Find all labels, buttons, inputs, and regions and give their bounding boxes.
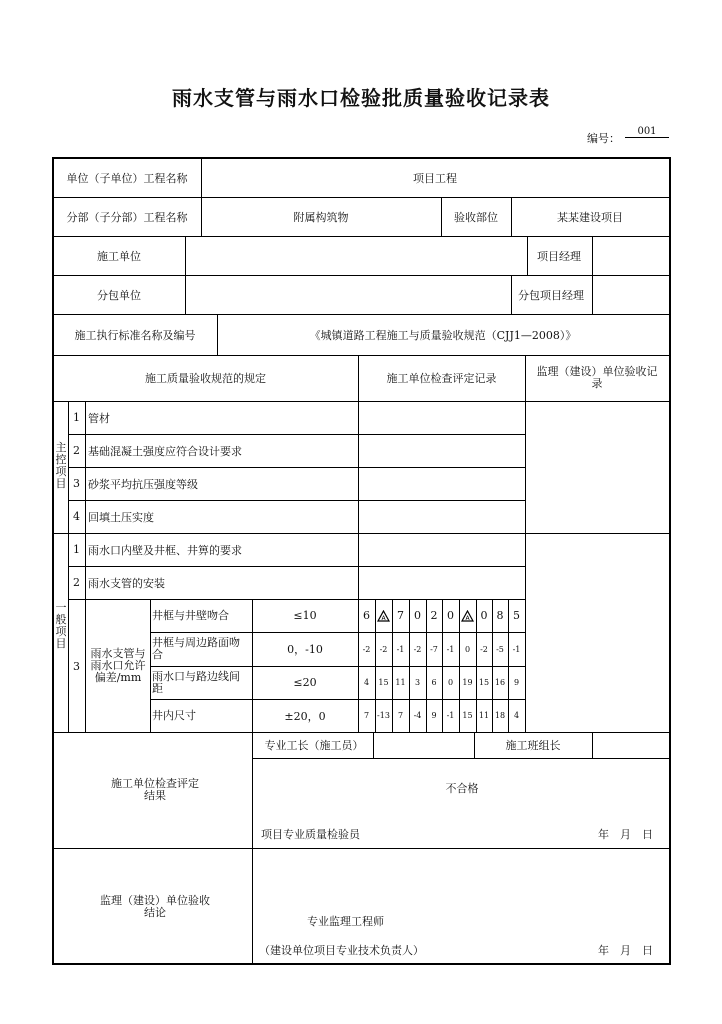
deviation-value: -7 [430, 644, 438, 654]
unit-name-value: 项目工程 [413, 171, 457, 185]
deviation-value: 0 [464, 644, 471, 654]
deviation-value: -5 [496, 644, 504, 654]
general-item-no: 2 [73, 576, 80, 589]
grid-line [373, 732, 374, 759]
deviation-value: 19 [462, 678, 473, 687]
deviation-value: 16 [494, 678, 506, 687]
deviation-value: -2 [413, 644, 422, 654]
construction-result-value: 不合格 [445, 782, 479, 795]
deviation-value: 7 [363, 711, 370, 720]
deviation-value: 6 [431, 678, 437, 687]
deviation-item-name: 雨水口与路边线间距 [152, 669, 240, 695]
main-item-no: 2 [73, 444, 80, 457]
team-leader-label: 施工班组长 [505, 739, 561, 752]
deviation-value: -2 [480, 644, 488, 654]
grid-line [52, 401, 670, 402]
deviation-value: -1 [446, 644, 455, 654]
deviation-item-name: 井框与井壁吻合 [152, 608, 229, 622]
svg-text:A: A [381, 614, 386, 622]
grid-line [185, 236, 186, 315]
grid-line [669, 157, 671, 965]
deviation-value: 3 [414, 678, 421, 687]
main-item-text: 砂浆平均抗压强度等级 [88, 477, 198, 491]
deviation-value: 15 [478, 678, 490, 687]
grid-line [525, 599, 526, 733]
standard-label: 施工执行标准名称及编号 [74, 328, 196, 342]
doc-number-value: 001 [625, 126, 669, 138]
supervision-date-label: 年 月 日 [598, 944, 653, 957]
deviation-value: -4 [413, 711, 422, 720]
main-item-no: 4 [73, 510, 80, 523]
deviation-value: 4 [363, 678, 370, 687]
deviation-value: 11 [395, 678, 406, 687]
check-column-header: 施工单位检查评定记录 [386, 372, 497, 385]
accept-part-value: 某某建设项目 [557, 210, 623, 224]
deviation-tolerance: ≤10 [293, 609, 317, 622]
grid-line [52, 963, 670, 965]
deviation-value: 15 [378, 678, 389, 687]
deviation-value: 0 [480, 609, 488, 622]
grid-line [592, 236, 593, 315]
sub-pm-label: 分包项目经理 [518, 288, 584, 302]
deviation-item-name: 井框与周边路面吻合 [152, 636, 240, 661]
general-item-no: 1 [73, 543, 80, 556]
deviation-value: 9 [431, 711, 437, 720]
general-item-text: 雨水口内壁及井框、井箅的要求 [88, 543, 242, 557]
deviation-value: -2 [362, 644, 371, 654]
grid-line [592, 732, 593, 759]
general-item-text: 雨水支管的安装 [88, 576, 165, 590]
main-item-text: 基础混凝土强度应符合设计要求 [88, 444, 242, 458]
svg-text:A: A [465, 614, 470, 622]
deviation-value: 0 [447, 678, 454, 687]
construct-unit-label: 施工单位 [97, 249, 141, 263]
construction-date-label: 年 月 日 [598, 828, 653, 841]
main-items-label: 主控项目 [55, 441, 67, 490]
main-item-no: 1 [73, 411, 80, 424]
deviation-value: 4 [513, 711, 520, 720]
main-item-text: 管材 [88, 411, 110, 425]
unit-name-label: 单位（子单位）工程名称 [66, 171, 188, 185]
triangle-mark-icon [459, 599, 476, 632]
deviation-value: 9 [513, 678, 520, 687]
doc-number [587, 126, 657, 146]
project-manager-label: 项目经理 [537, 249, 581, 263]
deviation-value: 15 [462, 711, 473, 720]
main-item-text: 回填土压实度 [88, 510, 154, 524]
deviation-value: -1 [446, 711, 455, 720]
deviation-value: 0 [447, 609, 454, 622]
deviation-value: 0 [414, 609, 421, 622]
deviation-tolerance: ≤20 [293, 676, 317, 689]
deviation-tolerance: 0，-10 [287, 643, 323, 656]
subcontract-unit-label: 分包单位 [97, 288, 141, 302]
deviation-value: -2 [379, 644, 388, 654]
supervise-column-header: 监理（建设）单位验收记录 [536, 365, 658, 390]
inspector-label: 项目专业质量检验员 [261, 828, 360, 841]
accept-part-label: 验收部位 [454, 210, 498, 224]
grid-line [252, 758, 670, 759]
grid-line [52, 848, 670, 849]
deviation-no: 3 [73, 659, 80, 673]
triangle-mark-icon [375, 599, 392, 632]
supervision-tech-label: （建设单位项目专业技术负责人） [259, 944, 424, 957]
deviation-value: 2 [430, 609, 438, 622]
sub-project-value: 附属构筑物 [293, 210, 349, 224]
spec-column-header: 施工质量验收规范的规定 [145, 372, 266, 385]
page-title: 雨水支管与雨水口检验批质量验收记录表 [172, 86, 550, 110]
deviation-value: 11 [478, 711, 490, 720]
deviation-item-name: 井内尺寸 [152, 708, 196, 722]
foreman-label: 专业工长（施工员） [264, 739, 364, 752]
standard-value: 《城镇道路工程施工与质量验收规范（CJJ1—2008）》 [309, 328, 577, 342]
deviation-tolerance: ±20，0 [284, 709, 326, 723]
construction-result-label: 施工单位检查评定结果 [111, 777, 199, 802]
deviation-value: 8 [496, 609, 504, 622]
sub-project-label: 分部（子分部）工程名称 [66, 210, 188, 224]
deviation-value: 5 [513, 609, 520, 622]
supervision-result-label: 监理（建设）单位验收结论 [100, 894, 210, 919]
supervision-engineer-label: 专业监理工程师 [307, 915, 384, 928]
general-items-label: 一般项目 [55, 601, 67, 650]
deviation-value: -1 [512, 644, 521, 654]
deviation-value: 7 [397, 609, 404, 622]
deviation-value: -13 [377, 711, 390, 720]
grid-line [150, 599, 151, 733]
deviation-value: 7 [397, 711, 404, 720]
deviation-value: 6 [363, 609, 370, 622]
deviation-value: -1 [396, 644, 405, 654]
main-item-no: 3 [73, 477, 80, 490]
doc-number-label: 编号： [587, 132, 620, 145]
deviation-value: 18 [494, 711, 506, 720]
deviation-label: 雨水支管与雨水口允许偏差/mm [90, 647, 146, 684]
